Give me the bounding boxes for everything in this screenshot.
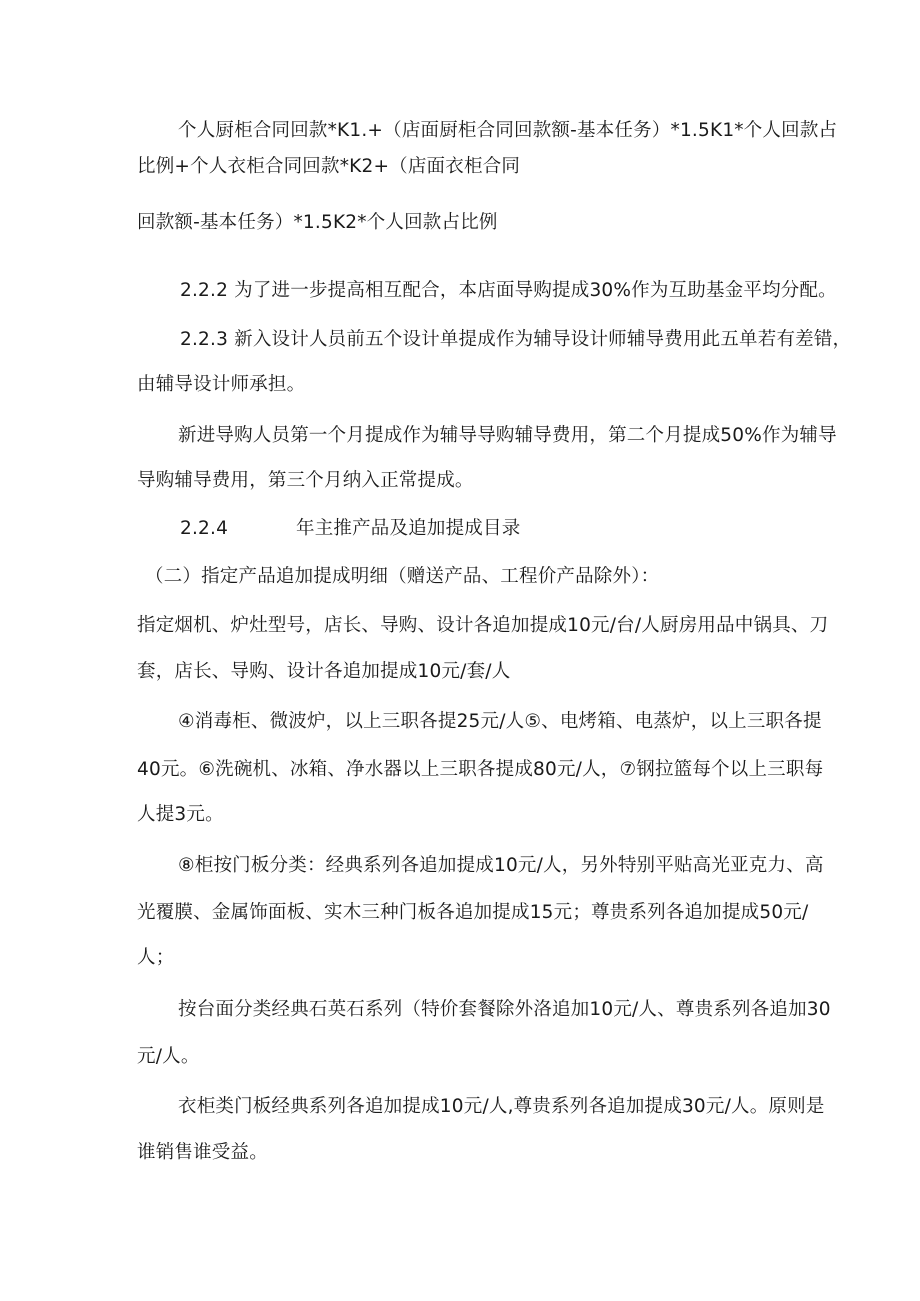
section-2-2-2: 2.2.2 为了进一步提高相互配合，本店面导购提成30%作为互助基金平均分配。	[180, 280, 837, 301]
text-line-1: 个人厨柜合同回款*K1.+（店面厨柜合同回款额-基本任务）*1.5K1*个人回款占	[178, 120, 838, 141]
section-2-2-3: 2.2.3 新入设计人员前五个设计单提成作为辅导设计师辅导费用此五单若有差错，	[180, 329, 852, 350]
text-line-12: 套，店长、导购、设计各追加提成10元/套/人	[137, 661, 511, 682]
text-line-7: 新进导购人员第一个月提成作为辅导导购辅导费用，第二个月提成50%作为辅导	[178, 425, 837, 446]
text-line-18: 人；	[137, 947, 175, 968]
text-line-15: 人提3元。	[137, 804, 224, 825]
text-line-3: 回款额-基本任务）*1.5K2*个人回款占比例	[137, 212, 498, 233]
text-line-22: 谁销售谁受益。	[137, 1142, 268, 1163]
text-line-17: 光覆膜、金属饰面板、实木三种门板各追加提成15元；尊贵系列各追加提成50元/	[137, 902, 809, 923]
section-2-2-4-title: 年主推产品及追加提成目录	[296, 518, 521, 539]
text-line-13: ④消毒柜、微波炉，以上三职各提25元/人⑤、电烤箱、电蒸炉，以上三职各提	[178, 711, 822, 732]
text-line-21: 衣柜类门板经典系列各追加提成10元/人,尊贵系列各追加提成30元/人。原则是	[178, 1096, 825, 1117]
section-2-2-4-number: 2.2.4	[180, 518, 229, 539]
text-line-14: 40元。⑥洗碗机、冰箱、净水器以上三职各提成80元/人，⑦钢拉篮每个以上三职每	[137, 759, 824, 780]
text-line-6: 由辅导设计师承担。	[137, 374, 306, 395]
subsection-heading: （二）指定产品追加提成明细（赠送产品、工程价产品除外）：	[145, 566, 660, 587]
text-line-20: 元/人。	[137, 1046, 200, 1067]
text-line-8: 导购辅导费用，第三个月纳入正常提成。	[137, 470, 474, 491]
text-line-16: ⑧柜按门板分类：经典系列各追加提成10元/人，另外特别平贴高光亚克力、高	[178, 855, 824, 876]
text-line-19: 按台面分类经典石英石系列（特价套餐除外洛追加10元/人、尊贵系列各追加30	[178, 999, 831, 1020]
text-line-2: 比例+个人衣柜合同回款*K2+（店面衣柜合同	[137, 156, 521, 177]
text-line-11: 指定烟机、炉灶型号，店长、导购、设计各追加提成10元/台/人厨房用品中锅具、刀	[137, 615, 829, 636]
